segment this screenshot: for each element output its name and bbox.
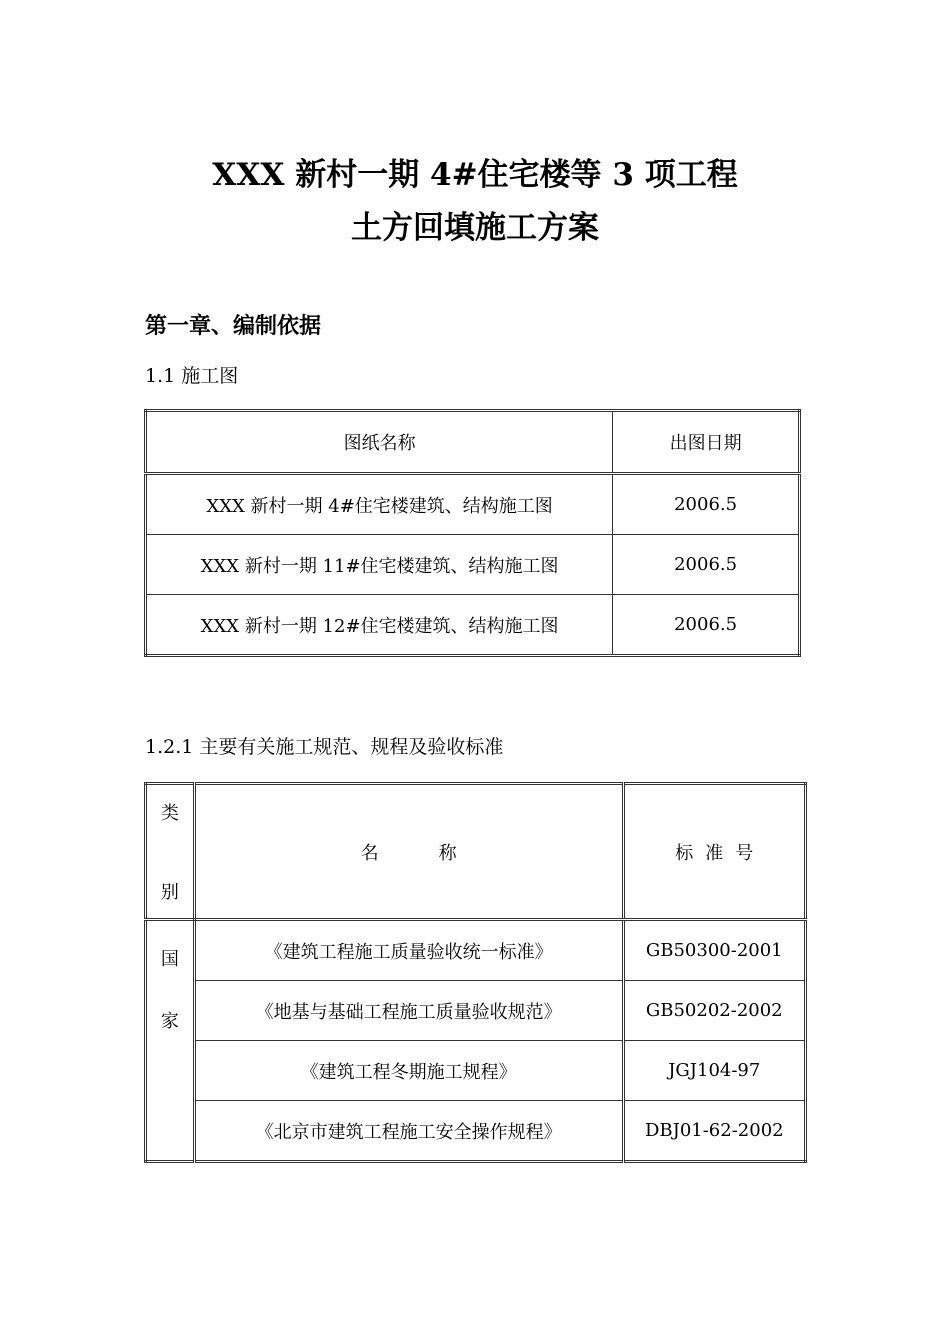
standard-name-cell: 《北京市建筑工程施工安全操作规程》 (194, 1101, 623, 1162)
standard-name-cell: 《建筑工程冬期施工规程》 (194, 1041, 623, 1101)
document-title-line-2: 土方回填施工方案 (351, 210, 599, 246)
drawings-table (144, 409, 801, 657)
column-header-issue-date: 出图日期 (613, 411, 800, 474)
table-row (146, 535, 800, 595)
issue-date-cell: 2006.5 (613, 474, 800, 535)
issue-date-cell: 2006.5 (613, 535, 800, 595)
table-row (146, 981, 806, 1041)
drawing-name-cell: XXX 新村一期 11#住宅楼建筑、结构施工图 (146, 535, 613, 595)
section-1-2-1-heading: 1.2.1 主要有关施工规范、规程及验收标准 (145, 736, 504, 758)
column-header-standard-number (623, 784, 805, 920)
category-header-char: 类 (160, 803, 179, 824)
table-row (146, 1041, 806, 1101)
category-char: 国 (160, 949, 179, 970)
drawing-name-cell: XXX 新村一期 12#住宅楼建筑、结构施工图 (146, 595, 613, 656)
name-header-char: 称 (438, 842, 457, 864)
drawing-name-cell: XXX 新村一期 4#住宅楼建筑、结构施工图 (146, 474, 613, 535)
category-header-char: 别 (160, 882, 179, 903)
standard-name-cell: 《地基与基础工程施工质量验收规范》 (194, 981, 623, 1041)
name-header-char: 名 (360, 842, 379, 864)
table-header-row (146, 784, 806, 920)
standard-number-cell: DBJ01-62-2002 (623, 1101, 805, 1162)
table-row (146, 595, 800, 656)
std-header-char: 号 (735, 842, 754, 864)
table-row (146, 474, 800, 535)
section-1-1-heading: 1.1 施工图 (145, 365, 239, 387)
standard-number-cell: GB50202-2002 (623, 981, 805, 1041)
issue-date-cell: 2006.5 (613, 595, 800, 656)
table-header-row (146, 411, 800, 474)
standard-number-cell: GB50300-2001 (623, 920, 805, 981)
standards-table (144, 782, 807, 1163)
standard-number-cell: JGJ104-97 (623, 1041, 805, 1101)
column-header-category (146, 784, 195, 920)
std-header-char: 标 (675, 842, 694, 864)
document-title-line-1: XXX 新村一期 4#住宅楼等 3 项工程 (212, 157, 738, 193)
std-header-char: 准 (705, 842, 724, 864)
category-cell (146, 920, 195, 1162)
chapter-1-heading: 第一章、编制依据 (145, 314, 322, 339)
column-header-drawing-name: 图纸名称 (146, 411, 613, 474)
column-header-name (194, 784, 623, 920)
category-char: 家 (160, 1011, 179, 1032)
standard-name-cell: 《建筑工程施工质量验收统一标准》 (194, 920, 623, 981)
table-row (146, 1101, 806, 1162)
table-row (146, 920, 806, 981)
